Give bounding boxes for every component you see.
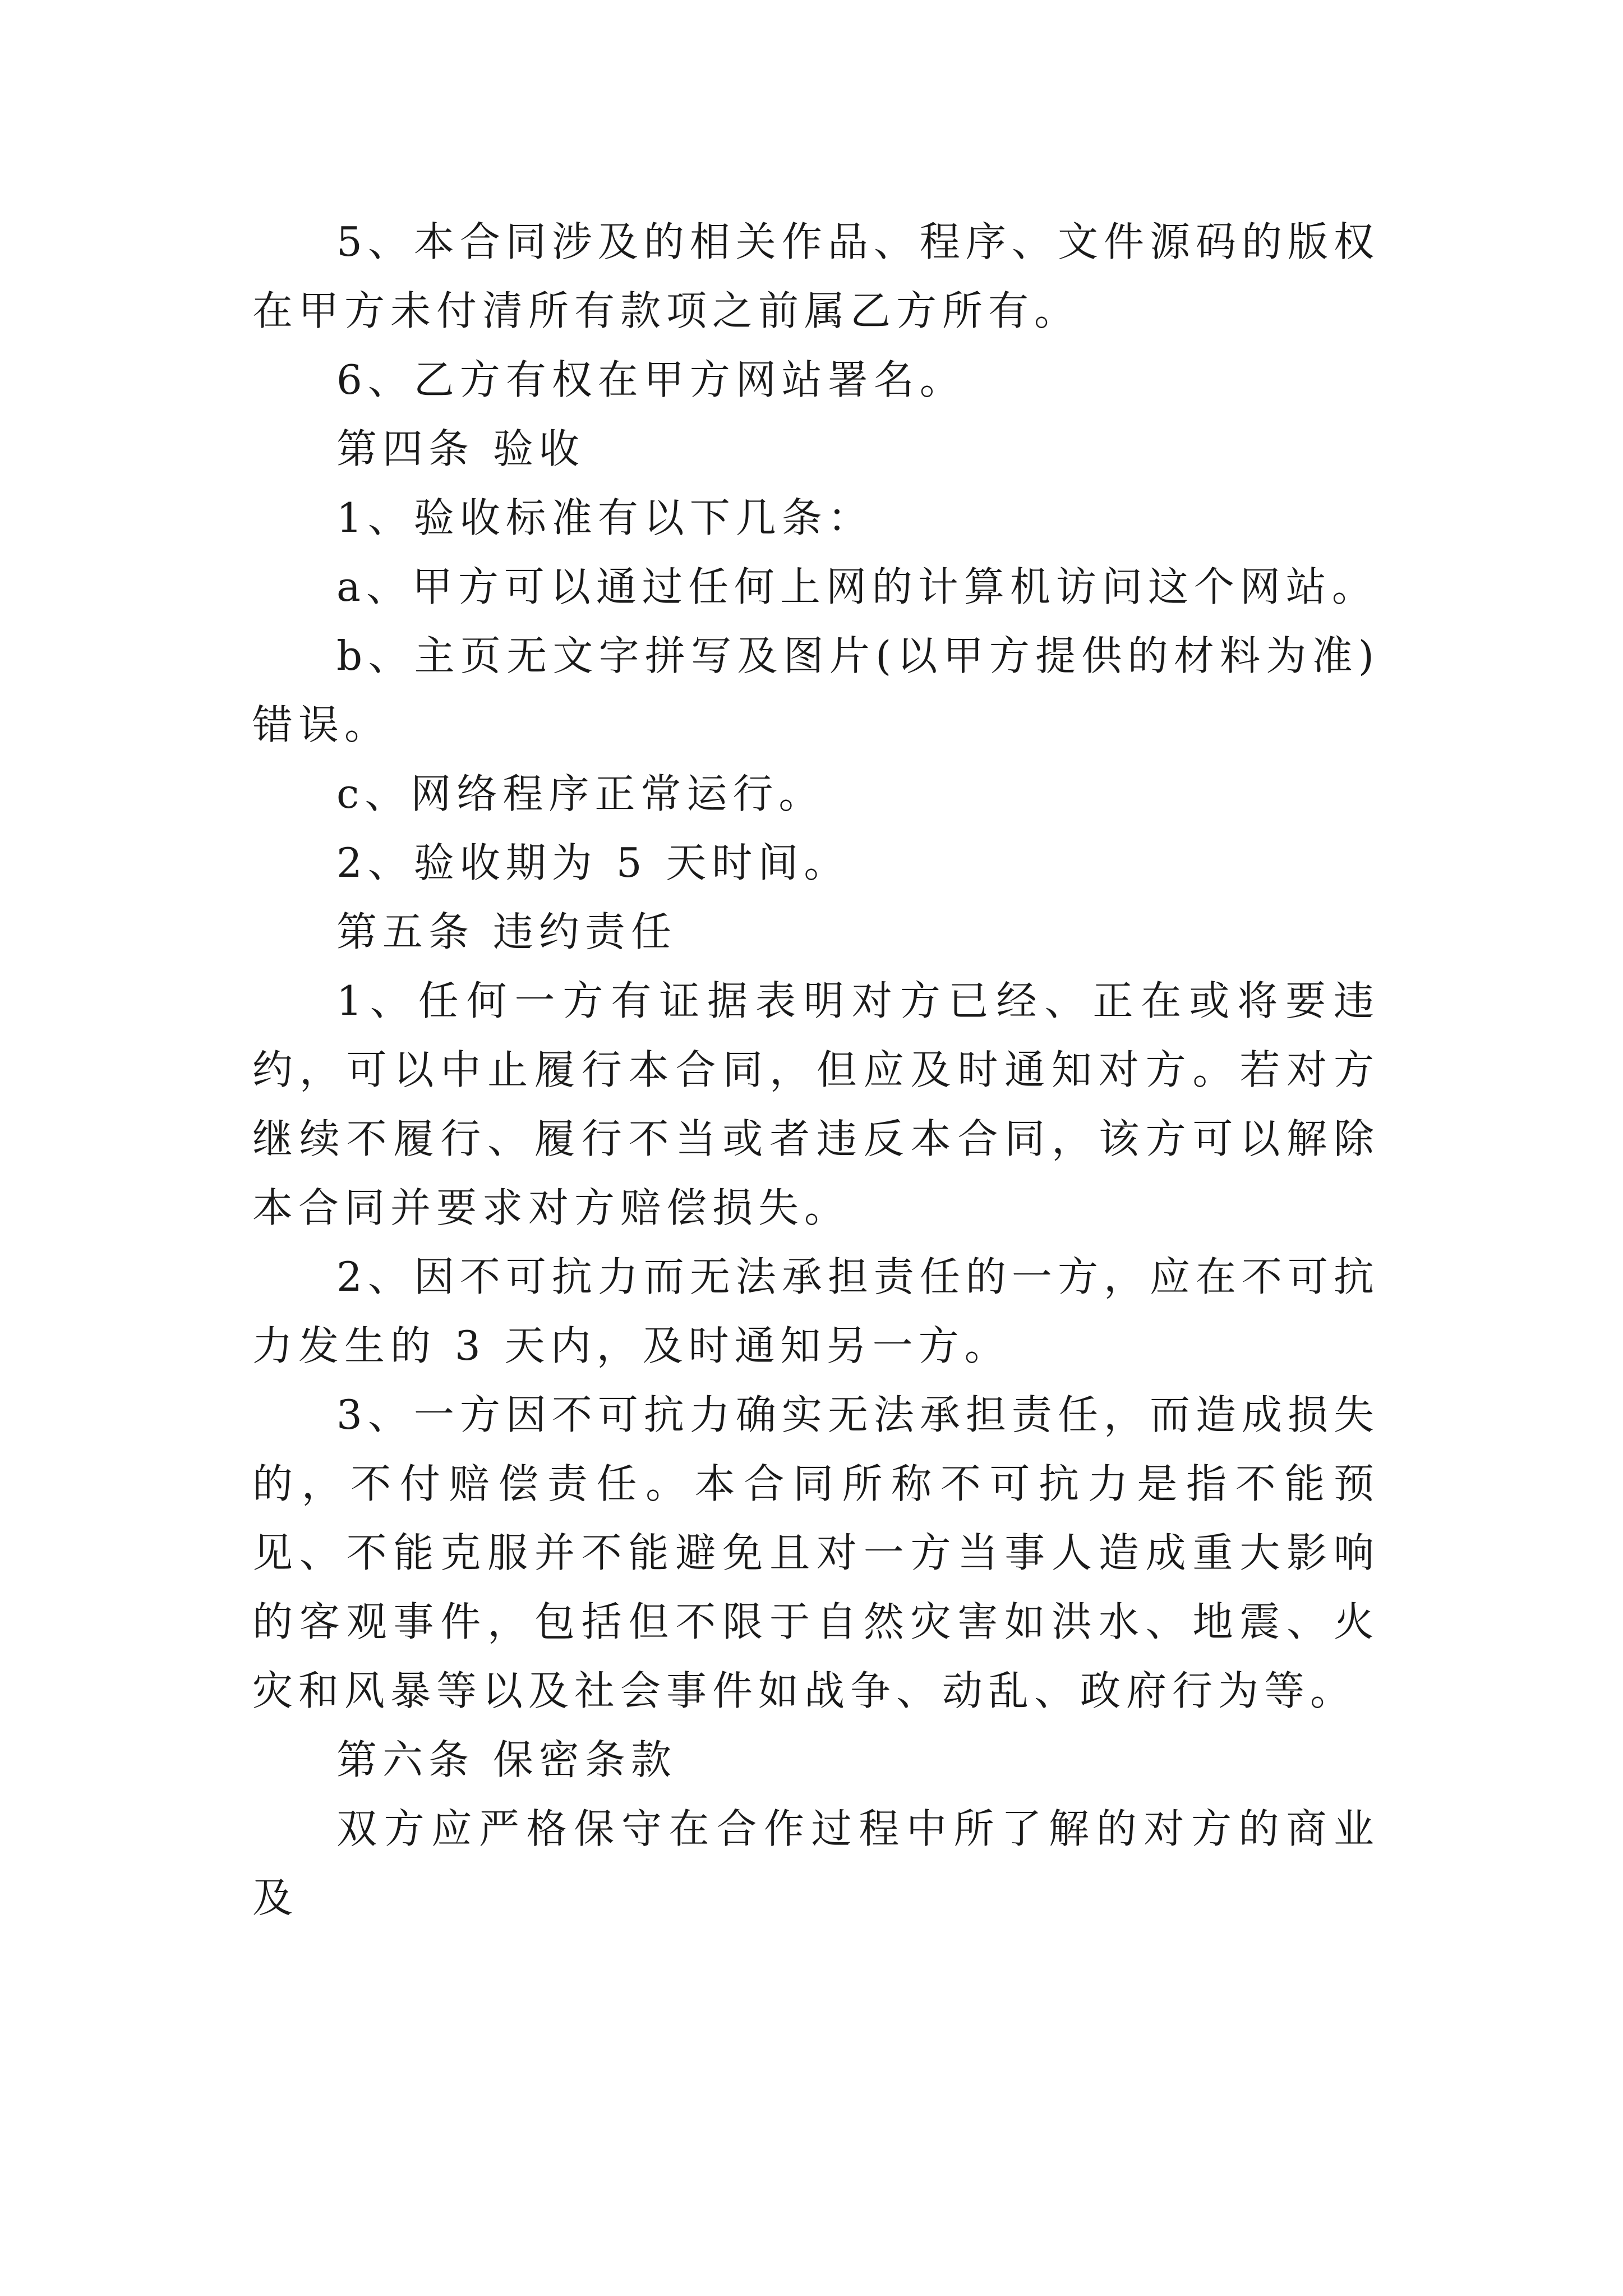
article-4-heading: 第四条 验收 [336,425,585,472]
clause-4-item-b: b、主页无文字拼写及图片(以甲方提供的材料为准)错误。 [252,632,1380,748]
article-6-heading: 第六条 保密条款 [336,1736,677,1783]
clause-4-item-1: 1、验收标准有以下几条： [336,494,874,541]
clause-3-item-5: 5、本合同涉及的相关作品、程序、文件源码的版权在甲方未付清所有款项之前属乙方所有。 [252,218,1380,334]
clause-5-item-3: 3、一方因不可抗力确实无法承担责任，而造成损失的，不付赔偿责任。本合同所称不可抗力是指不能预见、不能克服并不能避免且对一方当事人造成重大影响的客观事件，包括但不限于自然灾害如洪水、地震、火灾和风暴等以及社会事件如战争、动乱、政府行为等。 [252,1391,1380,1714]
clause-3-item-6: 6、乙方有权在甲方网站署名。 [336,356,966,403]
clause-4-item-a: a、甲方可以通过任何上网的计算机访问这个网站。 [336,563,1378,610]
article-5-heading: 第五条 违约责任 [336,908,677,955]
document-body [252,208,1380,1932]
clause-6-text: 双方应严格保守在合作过程中所了解的对方的商业及 [252,1805,1380,1921]
clause-5-item-2: 2、因不可抗力而无法承担责任的一方，应在不可抗力发生的 3 天内，及时通知另一方。 [252,1253,1380,1369]
clause-4-item-c: c、网络程序正常运行。 [336,770,825,817]
clause-5-item-1: 1、任何一方有证据表明对方已经、正在或将要违约，可以中止履行本合同，但应及时通知对方。若对方继续不履行、履行不当或者违反本合同，该方可以解除本合同并要求对方赔偿损失。 [252,977,1380,1231]
clause-4-item-2: 2、验收期为 5 天时间。 [336,839,850,886]
